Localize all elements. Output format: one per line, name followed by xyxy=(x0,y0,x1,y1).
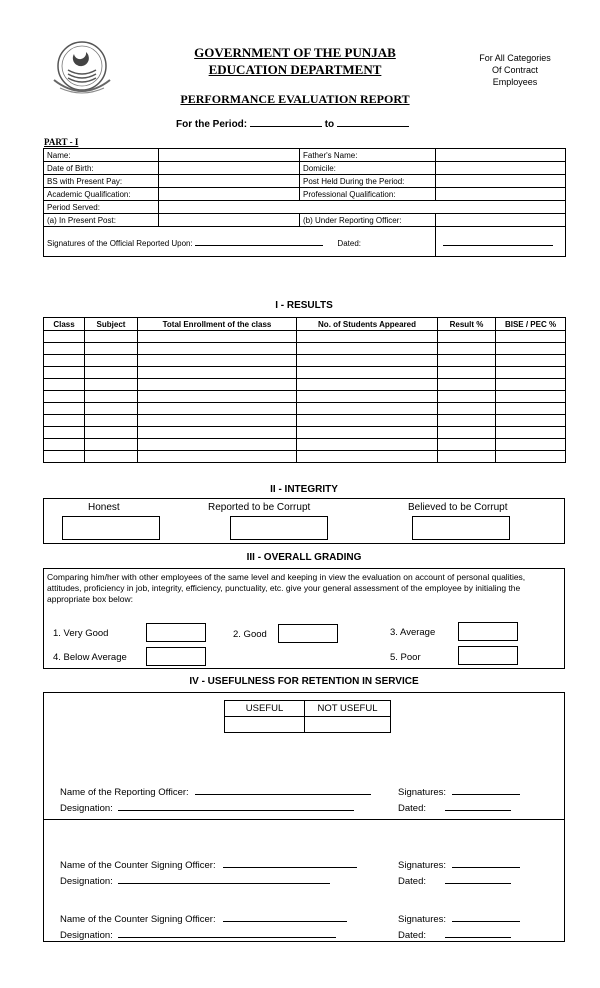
academic-qualification-label: Academic Qualification: xyxy=(44,188,159,201)
result-cell[interactable] xyxy=(297,415,438,427)
results-header-row xyxy=(44,318,566,331)
present-post-label: (a) In Present Post: xyxy=(44,214,159,227)
result-cell[interactable] xyxy=(85,355,138,367)
counter-signature-row xyxy=(398,858,520,871)
result-cell[interactable] xyxy=(496,403,566,415)
reporting-designation-label: Designation: xyxy=(60,803,113,814)
dob-field[interactable] xyxy=(159,162,300,175)
part-one-heading: PART - I xyxy=(44,137,79,147)
official-dated-field[interactable] xyxy=(443,236,553,246)
name-label: Name: xyxy=(44,149,159,162)
usefulness-table xyxy=(224,700,391,733)
good-label: 2. Good xyxy=(233,629,267,640)
very-good-label: 1. Very Good xyxy=(53,628,109,639)
table-row xyxy=(44,201,566,214)
punjab-government-logo xyxy=(46,40,118,100)
table-row xyxy=(44,427,566,439)
counter-dated-2-row xyxy=(398,928,511,941)
result-cell[interactable] xyxy=(44,391,85,403)
counter-officer-2-field[interactable] xyxy=(223,912,347,922)
domicile-label: Domicile: xyxy=(300,162,436,175)
result-cell[interactable] xyxy=(496,379,566,391)
result-cell[interactable] xyxy=(496,415,566,427)
counter-officer-2-label: Name of the Counter Signing Officer: xyxy=(60,914,216,925)
grading-panel xyxy=(43,568,565,669)
counter-officer-2-row xyxy=(60,912,347,925)
table-row xyxy=(44,355,566,367)
honest-box[interactable] xyxy=(62,516,160,540)
under-officer-label: (b) Under Reporting Officer: xyxy=(300,214,436,227)
result-cell[interactable] xyxy=(438,343,496,355)
result-cell[interactable] xyxy=(496,355,566,367)
result-cell[interactable] xyxy=(138,439,297,451)
result-cell[interactable] xyxy=(85,391,138,403)
result-cell[interactable] xyxy=(85,343,138,355)
average-box[interactable] xyxy=(458,622,518,641)
bs-pay-field[interactable] xyxy=(159,175,300,188)
result-cell[interactable] xyxy=(496,439,566,451)
counter-dated-field[interactable] xyxy=(445,874,511,884)
period-label: For the Period: xyxy=(176,119,248,130)
table-row xyxy=(44,162,566,175)
section-divider xyxy=(44,819,564,820)
result-cell[interactable] xyxy=(44,355,85,367)
result-cell[interactable] xyxy=(85,331,138,343)
result-cell[interactable] xyxy=(297,439,438,451)
not-useful-box[interactable] xyxy=(305,717,391,733)
honest-label: Honest xyxy=(88,502,120,513)
result-cell[interactable] xyxy=(496,343,566,355)
period-line xyxy=(176,117,409,130)
average-label: 3. Average xyxy=(390,627,436,638)
result-cell[interactable] xyxy=(297,355,438,367)
dob-label: Date of Birth: xyxy=(44,162,159,175)
result-cell[interactable] xyxy=(85,427,138,439)
result-cell[interactable] xyxy=(85,379,138,391)
father-name-field[interactable] xyxy=(436,149,566,162)
result-cell[interactable] xyxy=(297,367,438,379)
result-cell[interactable] xyxy=(85,415,138,427)
counter-designation-2-label: Designation: xyxy=(60,930,113,941)
column-header: BISE / PEC % xyxy=(496,318,566,331)
professional-qualification-label: Professional Qualification: xyxy=(300,188,436,201)
counter-dated-2-label: Dated: xyxy=(398,930,426,941)
result-cell[interactable] xyxy=(438,415,496,427)
result-cell[interactable] xyxy=(138,331,297,343)
period-served-label: Period Served: xyxy=(44,201,159,214)
reporting-signature-row xyxy=(398,785,520,798)
period-served-field[interactable] xyxy=(159,201,566,214)
counter-signatures-label: Signatures: xyxy=(398,860,447,871)
result-cell[interactable] xyxy=(496,451,566,463)
result-cell[interactable] xyxy=(138,343,297,355)
professional-qualification-field[interactable] xyxy=(436,188,566,201)
results-heading: I - RESULTS xyxy=(275,300,333,311)
result-cell[interactable] xyxy=(44,427,85,439)
table-row xyxy=(44,227,566,257)
reporting-dated-field[interactable] xyxy=(445,801,511,811)
counter-signature-2-row xyxy=(398,912,520,925)
counter-designation-label: Designation: xyxy=(60,876,113,887)
result-cell[interactable] xyxy=(138,451,297,463)
result-cell[interactable] xyxy=(44,379,85,391)
reporting-dated-row xyxy=(398,801,511,814)
result-cell[interactable] xyxy=(438,331,496,343)
counter-signatures-field[interactable] xyxy=(452,858,520,868)
below-average-label: 4. Below Average xyxy=(53,652,127,663)
poor-box[interactable] xyxy=(458,646,518,665)
below-average-box[interactable] xyxy=(146,647,206,666)
part-one-table xyxy=(43,148,566,257)
table-row xyxy=(44,367,566,379)
reporting-signatures-label: Signatures: xyxy=(398,787,447,798)
table-row xyxy=(44,379,566,391)
believed-corrupt-label: Believed to be Corrupt xyxy=(408,502,508,513)
bs-pay-label: BS with Present Pay: xyxy=(44,175,159,188)
reporting-designation-row xyxy=(60,801,354,814)
result-cell[interactable] xyxy=(85,403,138,415)
result-cell[interactable] xyxy=(438,427,496,439)
result-cell[interactable] xyxy=(297,379,438,391)
table-row xyxy=(44,451,566,463)
period-to-field[interactable] xyxy=(337,117,409,127)
result-cell[interactable] xyxy=(85,451,138,463)
results-table xyxy=(43,317,566,463)
integrity-panel xyxy=(43,498,565,544)
integrity-heading: II - INTEGRITY xyxy=(270,484,338,495)
grading-description: Comparing him/her with other employees of the same level and keeping in view the evaluation on account of personal qualities, attitudes, proficiency in job, integrity, efficiency, punctuality, etc. give your general assessment of the employee by initialing the appropriate box below: xyxy=(47,572,526,604)
result-cell[interactable] xyxy=(44,415,85,427)
result-cell[interactable] xyxy=(85,439,138,451)
result-cell[interactable] xyxy=(438,439,496,451)
table-row xyxy=(44,403,566,415)
result-cell[interactable] xyxy=(438,391,496,403)
result-cell[interactable] xyxy=(44,331,85,343)
not-useful-header: NOT USEFUL xyxy=(305,701,391,717)
column-header: Total Enrollment of the class xyxy=(138,318,297,331)
result-cell[interactable] xyxy=(44,451,85,463)
column-header: Class xyxy=(44,318,85,331)
table-row xyxy=(44,415,566,427)
result-cell[interactable] xyxy=(438,379,496,391)
under-officer-field[interactable] xyxy=(436,214,566,227)
counter-designation-row xyxy=(60,874,330,887)
academic-qualification-field[interactable] xyxy=(159,188,300,201)
believed-corrupt-box[interactable] xyxy=(412,516,510,540)
result-cell[interactable] xyxy=(138,427,297,439)
result-cell[interactable] xyxy=(496,391,566,403)
result-cell[interactable] xyxy=(297,427,438,439)
counter-signatures-2-field[interactable] xyxy=(452,912,520,922)
result-cell[interactable] xyxy=(496,331,566,343)
official-signature-field[interactable] xyxy=(195,236,323,246)
table-row xyxy=(44,188,566,201)
name-field[interactable] xyxy=(159,149,300,162)
result-cell[interactable] xyxy=(496,367,566,379)
result-cell[interactable] xyxy=(297,451,438,463)
results-body xyxy=(44,331,566,463)
result-cell[interactable] xyxy=(138,379,297,391)
result-cell[interactable] xyxy=(297,331,438,343)
result-cell[interactable] xyxy=(297,403,438,415)
table-row xyxy=(44,149,566,162)
reporting-officer-label: Name of the Reporting Officer: xyxy=(60,787,189,798)
poor-label: 5. Poor xyxy=(390,652,421,663)
good-box[interactable] xyxy=(278,624,338,643)
table-row xyxy=(44,175,566,188)
reporting-officer-row xyxy=(60,785,371,798)
counter-designation-field[interactable] xyxy=(118,874,330,884)
result-cell[interactable] xyxy=(138,415,297,427)
retention-panel xyxy=(43,692,565,942)
result-cell[interactable] xyxy=(44,367,85,379)
government-title: GOVERNMENT OF THE PUNJAB xyxy=(194,45,396,60)
table-row xyxy=(44,343,566,355)
official-dated-label: Dated: xyxy=(337,238,361,248)
reported-corrupt-box[interactable] xyxy=(230,516,328,540)
result-cell[interactable] xyxy=(438,451,496,463)
counter-designation-2-field[interactable] xyxy=(118,928,336,938)
official-signature-cell xyxy=(44,227,436,257)
result-cell[interactable] xyxy=(44,439,85,451)
result-cell[interactable] xyxy=(438,367,496,379)
result-cell[interactable] xyxy=(297,391,438,403)
reporting-designation-field[interactable] xyxy=(118,801,354,811)
result-cell[interactable] xyxy=(138,391,297,403)
result-cell[interactable] xyxy=(138,403,297,415)
counter-designation-2-row xyxy=(60,928,336,941)
grading-heading: III - OVERALL GRADING xyxy=(246,552,362,563)
table-row xyxy=(44,214,566,227)
useful-box[interactable] xyxy=(225,717,305,733)
reported-corrupt-label: Reported to be Corrupt xyxy=(208,502,311,513)
useful-header: USEFUL xyxy=(225,701,305,717)
result-cell[interactable] xyxy=(138,367,297,379)
counter-officer-field[interactable] xyxy=(223,858,357,868)
counter-signatures-2-label: Signatures: xyxy=(398,914,447,925)
column-header: Subject xyxy=(85,318,138,331)
present-post-field[interactable] xyxy=(159,214,300,227)
counter-dated-row xyxy=(398,874,511,887)
period-to-label: to xyxy=(324,119,335,130)
retention-heading: IV - USEFULNESS FOR RETENTION IN SERVICE xyxy=(189,676,419,687)
result-cell[interactable] xyxy=(138,355,297,367)
result-cell[interactable] xyxy=(85,367,138,379)
column-header: No. of Students Appeared xyxy=(297,318,438,331)
post-held-field[interactable] xyxy=(436,175,566,188)
result-cell[interactable] xyxy=(438,355,496,367)
post-held-label: Post Held During the Period: xyxy=(300,175,436,188)
counter-officer-label: Name of the Counter Signing Officer: xyxy=(60,860,216,871)
contract-employees-note: For All Categories Of Contract Employees xyxy=(479,53,551,87)
table-row xyxy=(44,439,566,451)
result-cell[interactable] xyxy=(496,427,566,439)
domicile-field[interactable] xyxy=(436,162,566,175)
reporting-officer-field[interactable] xyxy=(195,785,371,795)
result-cell[interactable] xyxy=(44,343,85,355)
very-good-box[interactable] xyxy=(146,623,206,642)
table-row xyxy=(225,701,391,717)
official-dated-cell xyxy=(436,227,566,257)
column-header: Result % xyxy=(438,318,496,331)
result-cell[interactable] xyxy=(44,403,85,415)
table-row xyxy=(225,717,391,733)
reporting-dated-label: Dated: xyxy=(398,803,426,814)
period-from-field[interactable] xyxy=(250,117,322,127)
father-name-label: Father's Name: xyxy=(300,149,436,162)
counter-dated-2-field[interactable] xyxy=(445,928,511,938)
reporting-signatures-field[interactable] xyxy=(452,785,520,795)
result-cell[interactable] xyxy=(297,343,438,355)
table-row xyxy=(44,331,566,343)
department-title: EDUCATION DEPARTMENT xyxy=(208,62,382,77)
result-cell[interactable] xyxy=(438,403,496,415)
table-row xyxy=(44,391,566,403)
counter-dated-label: Dated: xyxy=(398,876,426,887)
official-signature-label: Signatures of the Official Reported Upon: xyxy=(47,238,193,248)
report-title: PERFORMANCE EVALUATION REPORT xyxy=(180,92,410,106)
counter-officer-row xyxy=(60,858,357,871)
